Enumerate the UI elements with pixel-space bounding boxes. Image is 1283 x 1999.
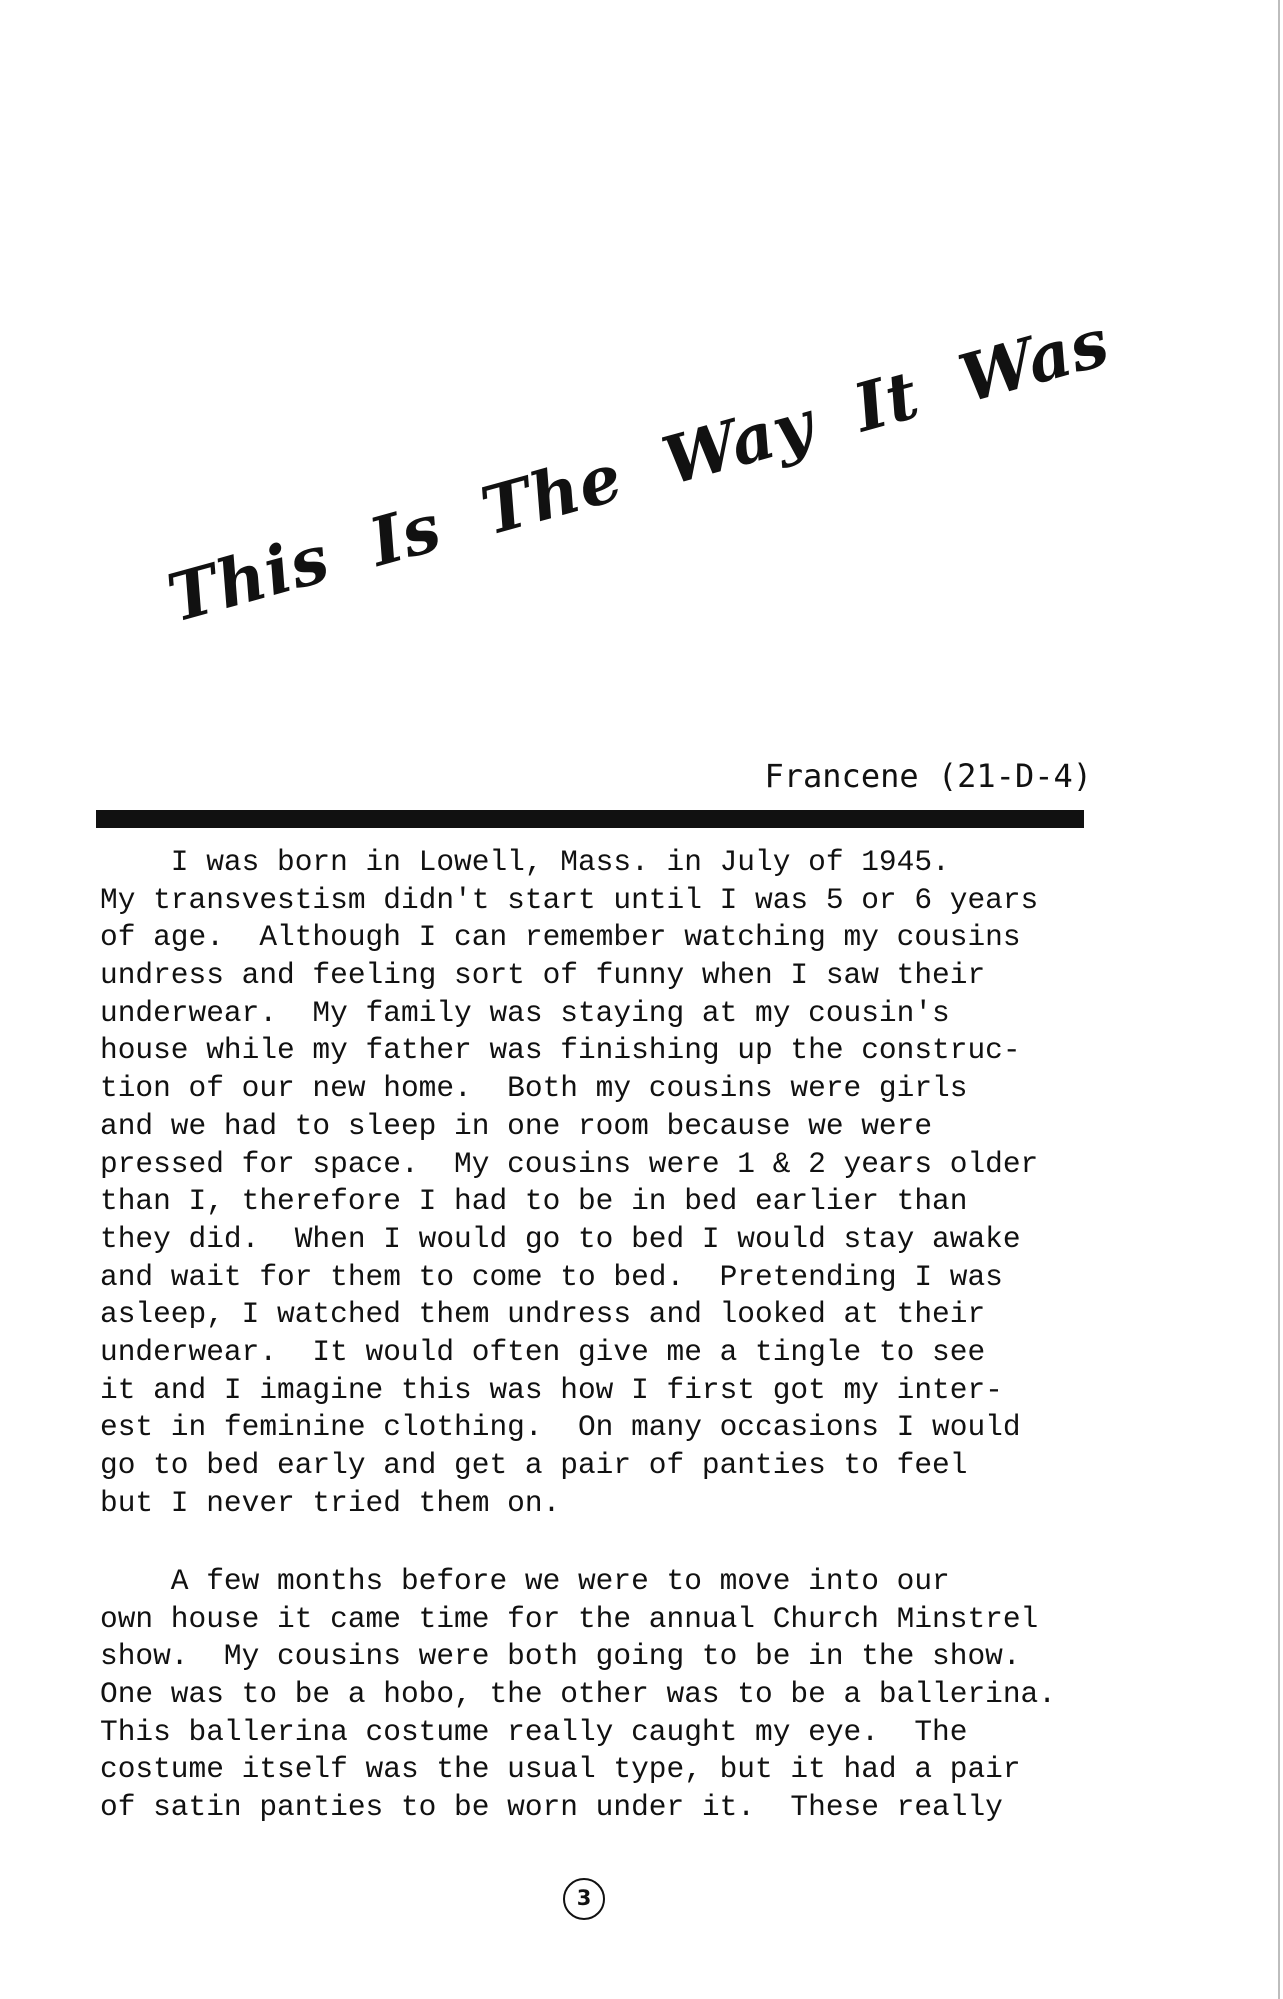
text-line: of satin panties to be worn under it. These really [100, 1790, 1003, 1825]
author-byline: Francene (21-D-4) [764, 757, 1092, 795]
text-line: My transvestism didn't start until I was 5 or 6 years [100, 882, 1039, 917]
text-line: house while my father was finishing up the construc- [100, 1033, 1021, 1068]
text-line: underwear. My family was staying at my cousin's [100, 995, 950, 1030]
text-line: show. My cousins were both going to be in the show. [100, 1639, 1021, 1674]
text-line: est in feminine clothing. On many occasions I would [100, 1410, 1021, 1445]
text-line: I was born in Lowell, Mass. in July of 1945. [100, 845, 950, 879]
text-line: and wait for them to come to bed. Pretending I was [100, 1259, 1003, 1294]
page-number: 3 [563, 1878, 605, 1920]
text-line: undress and feeling sort of funny when I saw their [100, 958, 986, 993]
text-line: pressed for space. My cousins were 1 & 2 years older [100, 1146, 1039, 1181]
page-title: This Is The Way It Was [159, 302, 1118, 638]
heading-rule [96, 810, 1084, 828]
text-line: than I, therefore I had to be in bed earlier than [100, 1184, 968, 1219]
text-line: and we had to sleep in one room because we were [100, 1108, 933, 1143]
title-block [159, 302, 1118, 639]
paragraph-1 [100, 844, 1038, 1522]
scan-edge [1278, 0, 1280, 1999]
paragraph-2 [100, 1563, 1056, 1827]
text-line: of age. Although I can remember watching my cousins [100, 920, 1021, 955]
text-line: asleep, I watched them undress and looked at their [100, 1297, 986, 1332]
text-line: One was to be a hobo, the other was to be a ballerina. [100, 1677, 1056, 1712]
text-line: they did. When I would go to bed I would stay awake [100, 1221, 1021, 1256]
text-line: but I never tried them on. [100, 1485, 561, 1520]
text-line: own house it came time for the annual Church Minstrel [100, 1601, 1039, 1636]
text-line: it and I imagine this was how I first got my inter- [100, 1372, 1003, 1407]
text-line: go to bed early and get a pair of panties to feel [100, 1448, 968, 1482]
text-line: This ballerina costume really caught my eye. The [100, 1714, 968, 1749]
text-line: costume itself was the usual type, but it had a pair [100, 1752, 1021, 1787]
text-line: underwear. It would often give me a tingle to see [100, 1334, 986, 1369]
text-line: A few months before we were to move into our [100, 1564, 950, 1598]
text-line: tion of our new home. Both my cousins were girls [100, 1071, 968, 1106]
